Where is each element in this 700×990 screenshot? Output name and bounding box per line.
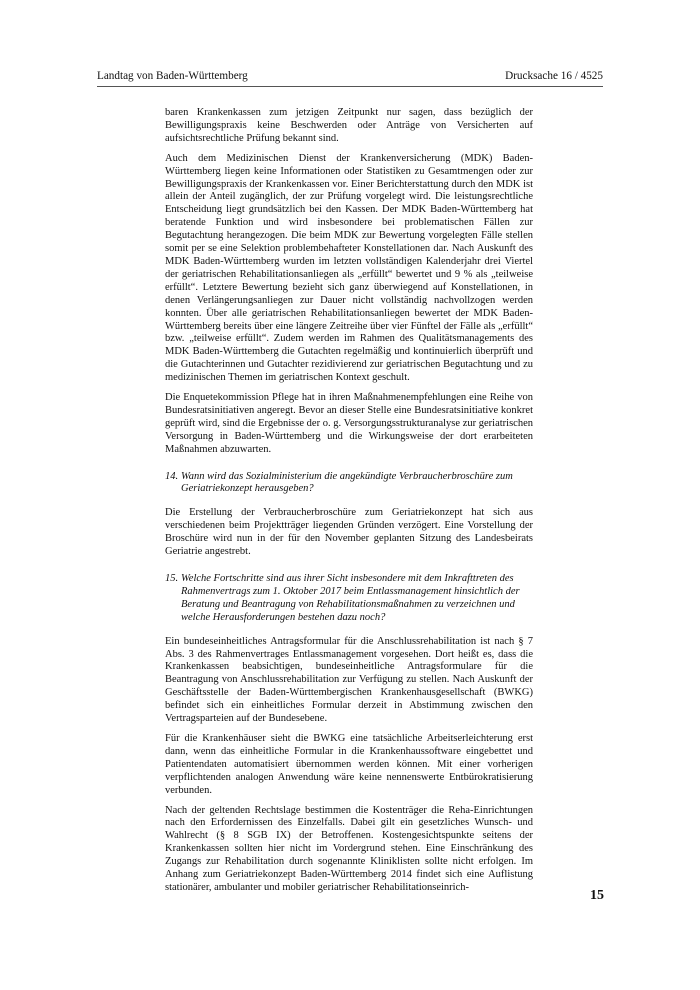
answer-paragraph: Ein bundeseinheitliches Antragsformular für die Anschlussrehabilitation ist nach § 7 Abs. 3 des Rahmenvertrages Entlassmanagement vorgesehen. Dort heißt es, dass die Krankenkassen beabsichtigen, bundeseinheitliche Antragsformulare für die Beantragung von Anschlussrehabilitation zur Verfügung zu stellen. Nach Auskunft der Geschäftsstelle der Baden-Württembergischen Krankenhausgesellschaft (BWKG) befindet sich ein einheitliches Formular derzeit in Abstimmung zwischen den Vertragsparteien auf der Bundesebene. [165,635,533,725]
answer-paragraph: Nach der geltenden Rechtslage bestimmen die Kostenträger die Reha-Einrichtungen nach den Erfordernissen des Einzelfalls. Dabei gilt ein gesetzliches Wunsch- und Wahlrecht (§ 8 SGB IX) der Betroffenen. Kostengesichtspunkte seitens der Krankenkassen sollten hier nicht im Vordergrund stehen. Eine Einschränkung des Zugangs zur Rehabilitation durch sogenannte Kliniklisten sollte nicht erfolgen. Im Anhang zum Geriatriekonzept Baden-Württemberg 2014 findet sich eine Auflistung stationärer, ambulanter und mobiler geriatrischer Rehabilitationseinrich- [165,804,533,893]
header-publisher: Landtag von Baden-Württemberg [97,70,248,82]
page-body [165,107,533,902]
body-paragraph: Auch dem Medizinischen Dienst der Krankenversicherung (MDK) Baden-Württemberg liegen keine Informationen oder Statistiken zu Gesamtmengen oder zur Bewilligungspraxis der Krankenkassen vor. Einer Berichterstattung durch den MDK ist allein der Anteil zugänglich, der zur Prüfung vorgelegt wird. Die leistungsrechtliche Entscheidung liegt grundsätzlich bei den Kassen. Der MDK Baden-Württemberg hat beratende Funktion und wird insbesondere bei problematischen Fällen zur Begutachtung herangezogen. Die beim MDK zur Bewertung vorgelegten Fälle stellen somit per se eine Selektion problembehafteter Konstellationen dar. Nach Auskunft des MDK Baden-Württemberg wurden im letzten vollständigen Kalenderjahr drei Viertel der geriatrischen Rehabilitationsanliegen als „erfüllt“ bewertet und 9 % als „teilweise erfüllt“. Letztere Bewertung bezieht sich ganz überwiegend auf Konstellationen, in denen Verlängerungsanliegen zur Dauer nicht vollständig nachvollzogen werden konnten. Über alle geriatrischen Rehabilitationsanliegen bewertet der MDK Baden-Württemberg bereits über eine längere Zeitreihe über vier Fünftel der Fälle als „erfüllt“ bzw. „teilweise erfüllt“. Zudem werden im Rahmen des Qualitätsmanagements des MDK Baden-Württemberg die Gutachten regelmäßig und kontinuierlich überprüft und die Gutachterinnen und Gutachter rezidivierend zur geriatrischen Begutachtung und zu medizinischen Themen im geriatrischen Kontext geschult. [165,152,533,384]
question-number: 14. [165,470,179,482]
body-paragraph: baren Krankenkassen zum jetzigen Zeitpunkt nur sagen, dass bezüglich der Bewilligungspraxis keine Beschwerden oder Anträge von Versicherten auf aufsichtsrechtliche Prüfung bekannt sind. [165,107,533,144]
page-number: 15 [590,888,604,903]
answer-paragraph: Die Erstellung der Verbraucherbroschüre zum Geriatriekonzept hat sich aus verschiedenen beim Projektträger liegenden Gründen verzögert. Eine Vorstellung der Broschüre wird nun in der für den November geplanten Sitzung des Landesbeirats Geriatrie angestrebt. [165,507,533,558]
question-text: Welche Fortschritte sind aus ihrer Sicht insbesondere mit dem Inkrafttreten des Rahmenvertrags zum 1. Oktober 2017 beim Entlassmanagement hinsichtlich der Beratung und Beantragung von Rehabilitationsmaßnahmen zu verzeichnen und welche Herausforderungen bestehen dazu noch? [181,573,520,623]
answer-paragraph: Für die Krankenhäuser sieht die BWKG eine tatsächliche Arbeitserleichterung erst dann, wenn das einheitliche Formular in die Krankenhaussoftware eingebettet und Patientendaten automatisiert übernommen werden können. Mit einer vorherigen verpflichtenden analogen Anwendung wäre keine nennenswerte Entbürokratisierung verbunden. [165,732,533,796]
question-15 [165,573,533,625]
question-14 [165,471,533,497]
question-number: 15. [165,573,179,584]
header-document-number: Drucksache 16 / 4525 [505,70,603,82]
body-paragraph: Die Enquetekommission Pflege hat in ihren Maßnahmenempfehlungen eine Reihe von Bundesratsinitiativen angeregt. Bevor an dieser Stelle eine Bundesratsinitiative konkret geprüft wird, sind die Ergebnisse der o. g. Versorgungsstrukturanalyse zur geriatrischen Versorgung in Baden-Württemberg und die Wirkungsweise der dort erarbeiteten Maßnahmen abzuwarten. [165,392,533,455]
header-divider [97,86,603,87]
question-text: Wann wird das Sozialministerium die angekündigte Verbraucherbroschüre zum Geriatriekonzept herausgeben? [181,470,513,495]
